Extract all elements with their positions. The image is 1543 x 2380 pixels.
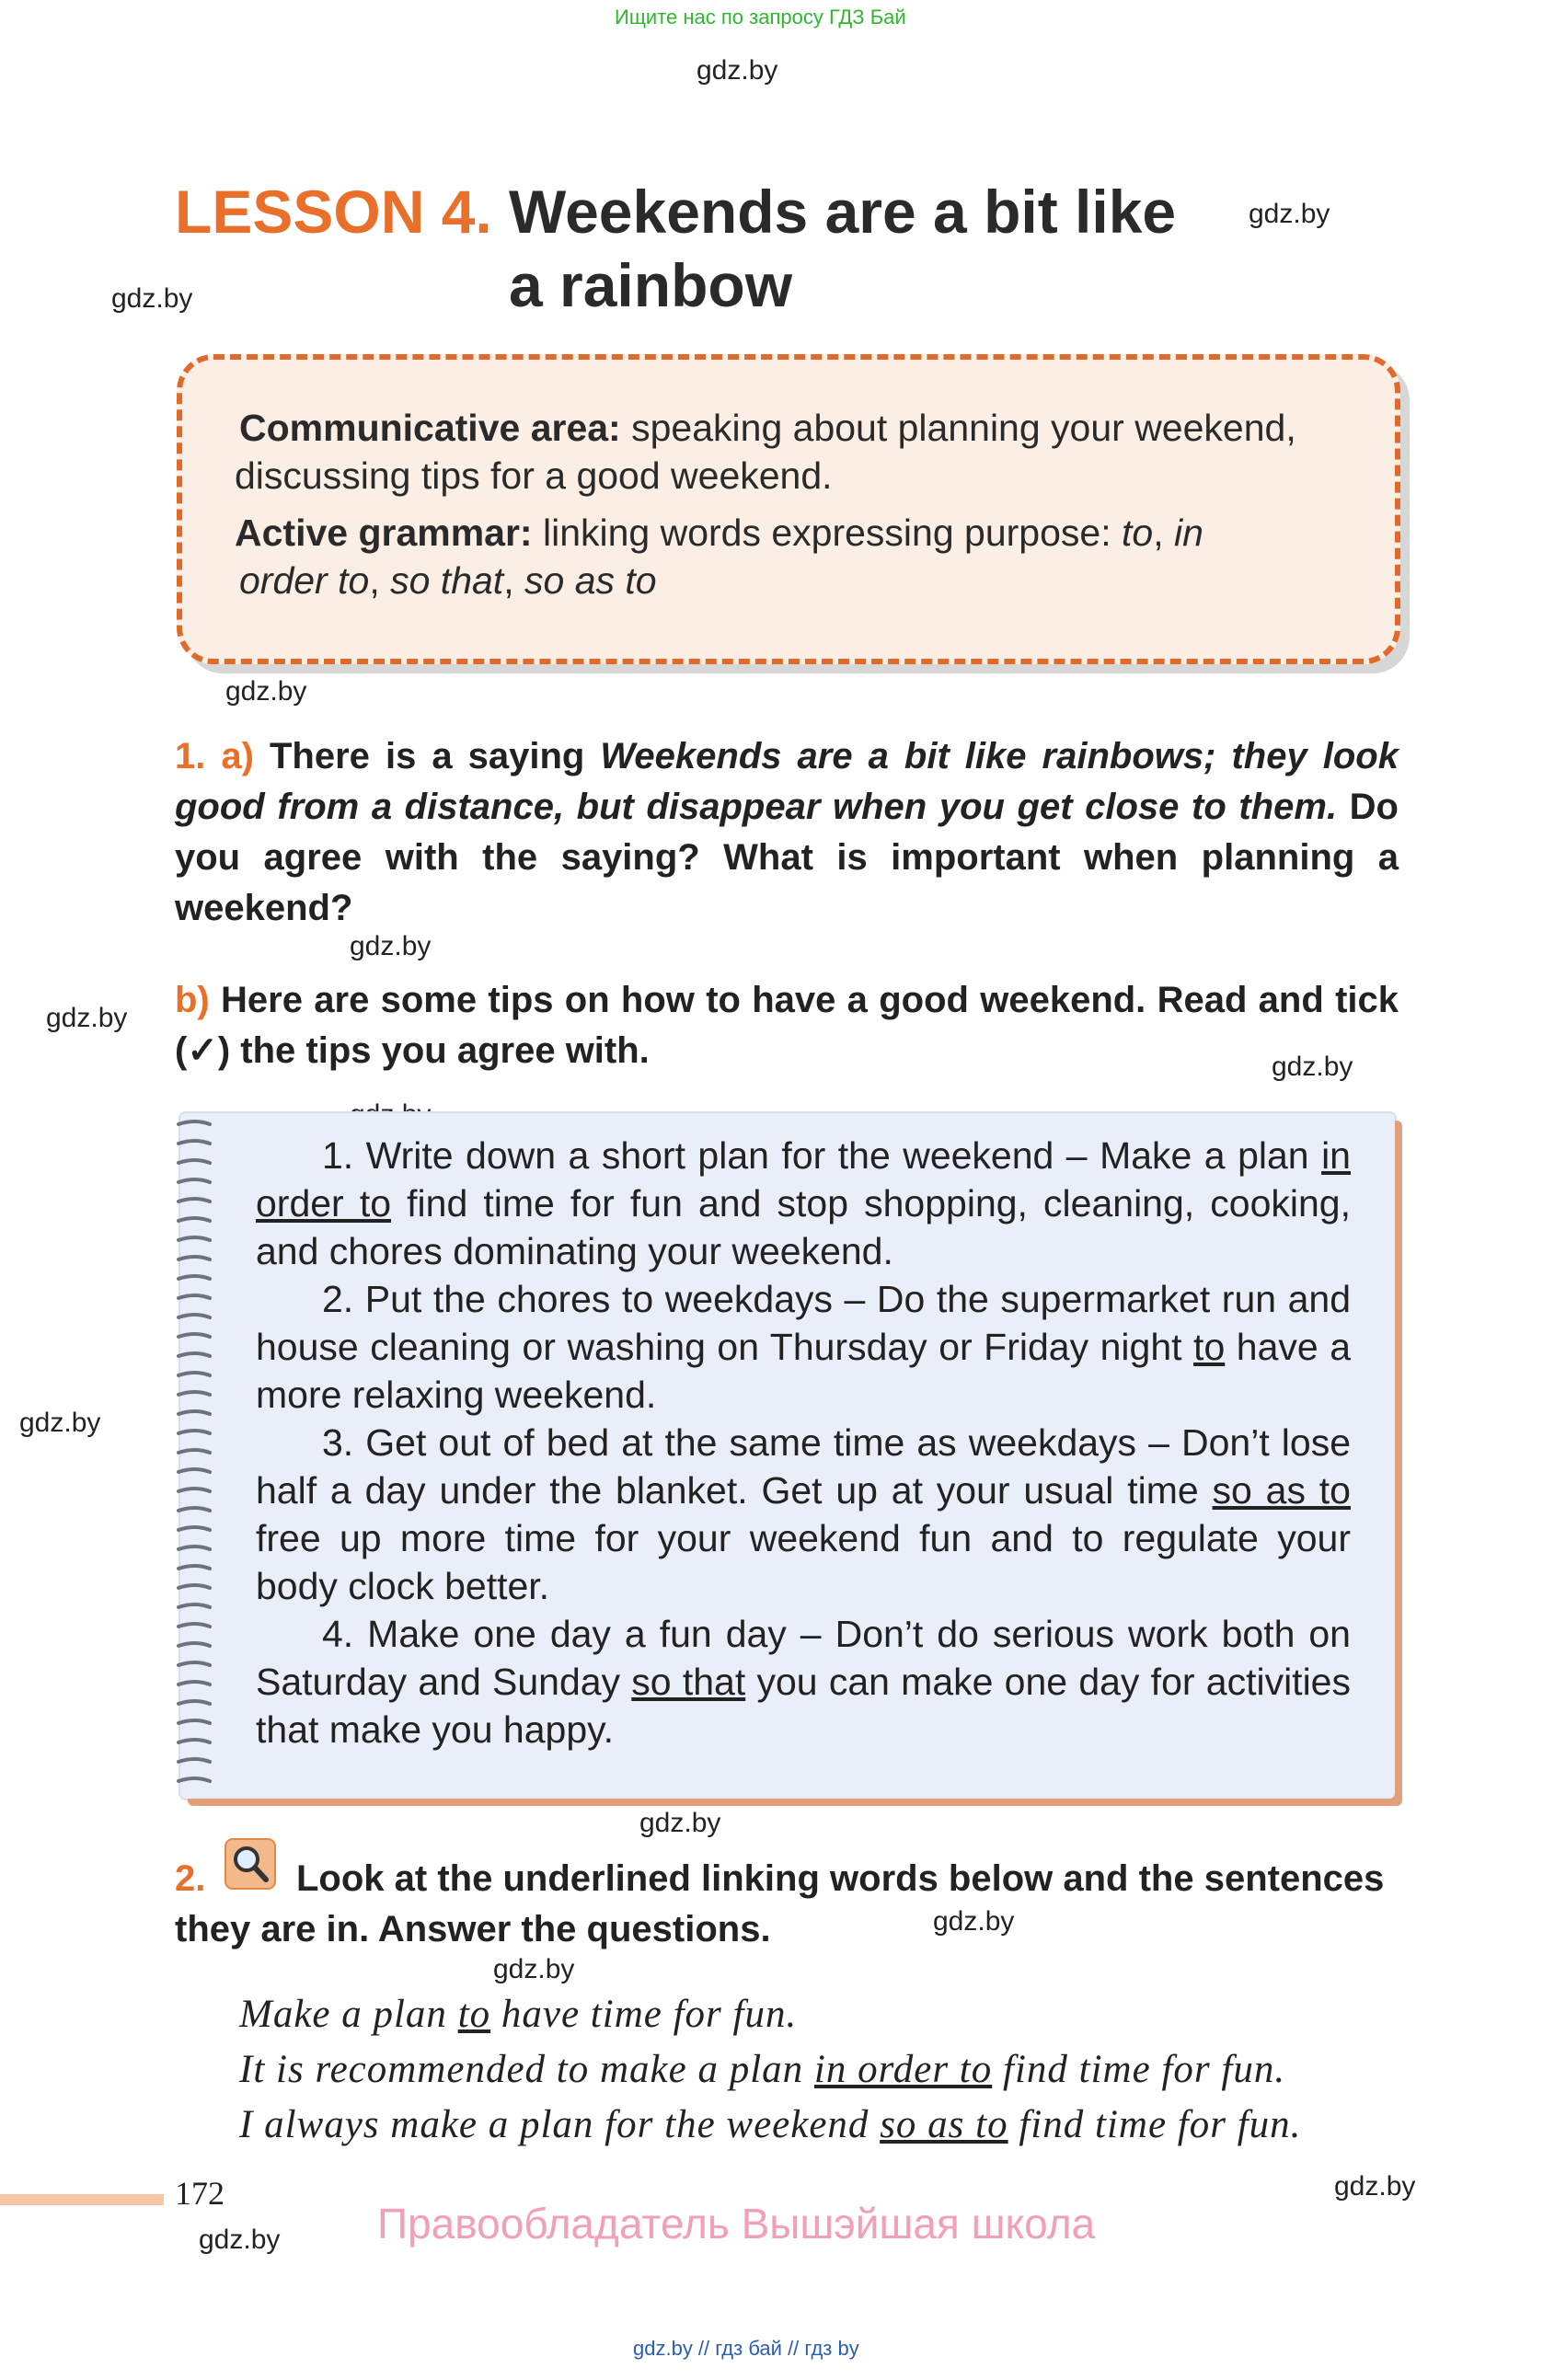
footer-links: gdz.by // гдз бай // гдз by — [633, 2337, 859, 2360]
watermark: gdz.by — [639, 1808, 721, 1838]
tips-notebook — [180, 1113, 1395, 1799]
watermark: gdz.by — [1272, 1052, 1353, 1082]
watermark: gdz.by — [199, 2225, 281, 2255]
exercise-part-label: b) — [175, 980, 210, 1020]
spiral-ring — [178, 1353, 210, 1356]
communicative-area-label: Communicative area: — [239, 407, 621, 449]
lesson-title — [175, 175, 492, 248]
spiral-binding-icon — [173, 1113, 217, 1799]
spiral-ring — [178, 1720, 210, 1723]
exercise-1b: b) Here are some tips on how to have a good weekend. Read and tick (✓) the tips you agree with. — [175, 980, 1399, 1071]
spiral-ring — [178, 1566, 210, 1569]
spiral-ring — [178, 1450, 210, 1453]
spiral-ring — [178, 1315, 210, 1317]
watermark: gdz.by — [46, 1003, 128, 1033]
watermark: gdz.by — [1249, 199, 1330, 229]
page-edge-bar — [0, 2194, 164, 2205]
example-sentence: I always make a plan for the weekend so as to find time for fun. — [239, 2103, 1302, 2146]
tip-item: 4. Make one day a fun day – Don’t do serious work both on Saturday and Sunday so that you can make one day for activities that make you happy. — [256, 1613, 1351, 1751]
active-grammar-label: Active grammar: — [235, 512, 533, 554]
linking-word: to — [457, 1993, 491, 2036]
spiral-ring — [178, 1740, 210, 1742]
watermark: gdz.by — [111, 283, 193, 314]
example-sentence: It is recommended to make a plan in order to find time for fun. — [239, 2048, 1286, 2091]
spiral-ring — [178, 1160, 210, 1163]
spiral-ring — [178, 1276, 210, 1279]
communicative-area-line1: Communicative area: speaking about planning your weekend, — [239, 407, 1296, 449]
exercise-2-number: 2. — [175, 1858, 206, 1899]
spiral-ring — [178, 1237, 210, 1240]
tip-item: 2. Put the chores to weekdays – Do the supermarket run and house cleaning or washing on Thursday or Friday night to have a more relaxing weekend. — [256, 1278, 1351, 1416]
tip-item: 3. Get out of bed at the same time as weekdays – Don’t lose half a day under the blanket. Get up at your usual time so as to free up more time for your weekend fun and to regulate your body clock better. — [256, 1421, 1351, 1607]
spiral-ring — [178, 1604, 210, 1607]
spiral-ring — [178, 1411, 210, 1414]
spiral-ring — [178, 1759, 210, 1762]
linking-word: in order to — [256, 1134, 1351, 1224]
active-grammar-line1: Active grammar: linking words expressing purpose: to, in — [235, 512, 1203, 554]
spiral-ring — [178, 1662, 210, 1665]
spiral-ring — [178, 1373, 210, 1375]
watermark: gdz.by — [697, 55, 778, 86]
spiral-ring — [178, 1199, 210, 1201]
spiral-ring — [178, 1508, 210, 1511]
exercise-2-line1: Look at the underlined linking words below and the sentences — [296, 1858, 1385, 1899]
spiral-ring — [178, 1682, 210, 1684]
linking-word: so that — [631, 1661, 746, 1703]
tips-list — [256, 1132, 1351, 1753]
tip-item: 1. Write down a short plan for the weekend – Make a plan in order to find time for fun and stop shopping, cleaning, cooking, and chores dominating your weekend. — [256, 1134, 1351, 1272]
spiral-ring — [178, 1295, 210, 1298]
linking-word: to — [1193, 1326, 1226, 1368]
communicative-area-line2: discussing tips for a good weekend. — [235, 454, 833, 497]
top-search-banner: Ищите нас по запросу ГДЗ Бай — [615, 6, 906, 29]
spiral-ring — [178, 1392, 210, 1395]
spiral-ring — [178, 1585, 210, 1588]
watermark: gdz.by — [1334, 2171, 1416, 2202]
spiral-ring — [178, 1218, 210, 1221]
watermark: gdz.by — [350, 931, 432, 961]
watermark: gdz.by — [493, 1954, 575, 1984]
spiral-ring — [178, 1141, 210, 1144]
example-sentence: Make a plan to have time for fun. — [239, 1993, 798, 2036]
spiral-ring — [178, 1179, 210, 1182]
spiral-ring — [178, 1624, 210, 1627]
lesson-title-line1: Weekends are a bit like — [509, 178, 1177, 246]
objectives-box — [177, 354, 1400, 664]
spiral-ring — [178, 1527, 210, 1530]
watermark: gdz.by — [19, 1408, 101, 1438]
spiral-ring — [178, 1334, 210, 1337]
spiral-ring — [178, 1431, 210, 1433]
linking-word: in order to — [813, 2048, 993, 2091]
copyright-notice: Правообладатель Вышэйшая школа — [377, 2200, 1096, 2248]
linking-word: so as to — [880, 2103, 1008, 2146]
magnifier-icon — [224, 1837, 277, 1891]
spiral-ring — [178, 1489, 210, 1491]
spiral-ring — [178, 1643, 210, 1646]
spiral-ring — [178, 1257, 210, 1259]
watermark: gdz.by — [225, 676, 307, 707]
exercise-1a: 1. a) There is a saying Weekends are a bit like rainbows; they look good from a distance, but disappear when you get close to them. Do you agree with the saying? What is important when planning a weekend? — [175, 736, 1399, 928]
exercise-part-label: a) — [221, 736, 254, 776]
lesson-title-line2: a rainbow — [509, 251, 793, 319]
exercise-2-line2: they are in. Answer the questions. — [175, 1909, 771, 1949]
spiral-ring — [178, 1701, 210, 1704]
spiral-ring — [178, 1778, 210, 1781]
lesson-number: LESSON 4. — [175, 178, 492, 246]
spiral-ring — [178, 1121, 210, 1124]
spiral-ring — [178, 1469, 210, 1472]
page-number: 172 — [175, 2175, 225, 2212]
active-grammar-line2: order to, so that, so as to — [239, 559, 657, 602]
linking-word: so as to — [1212, 1469, 1351, 1512]
saying: Weekends are a bit like rainbows; they look good from a distance, but disappear when you get close to them. — [175, 736, 1399, 827]
exercise-number: 1. — [175, 736, 206, 776]
spiral-ring — [178, 1546, 210, 1549]
watermark: gdz.by — [933, 1906, 1015, 1937]
